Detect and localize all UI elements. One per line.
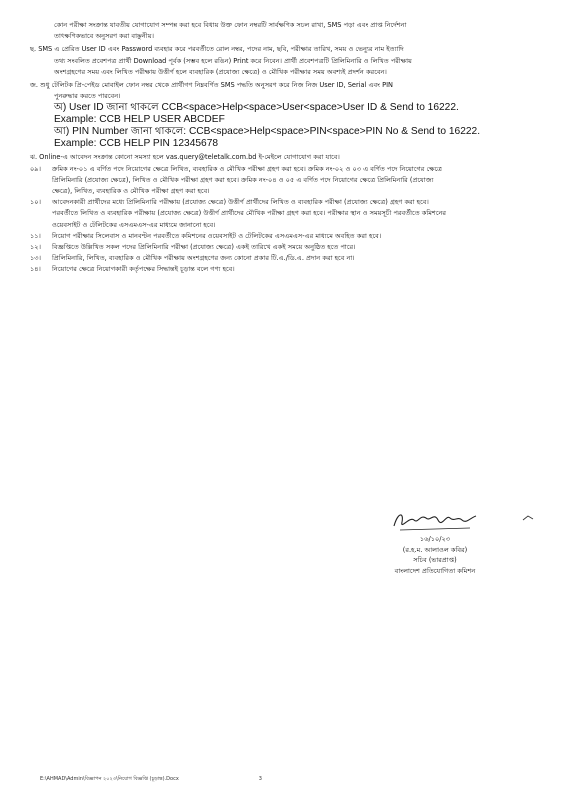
pen-mark xyxy=(522,514,534,522)
clause-number: ১৪। xyxy=(30,265,41,274)
clause-09 xyxy=(30,164,540,198)
text-line: কোন পরীক্ষা সংক্রান্ত যাবতীয় যোগাযোগ সম্পন্ন করা হবে বিধায় উক্ত ফোন নম্বরটি সার্বক্ষণিক সচল রাখা, SMS পড়া এবং প্রাপ্ত নির্দেশনা xyxy=(54,21,407,29)
text-line: ঝ. Online-এ আবেদন সংক্রান্ত কোনো সমস্যা হলে vas.query@teletalk.com.bd ই-মেইলে যোগাযোগ করা যাবে। xyxy=(30,153,340,162)
signatory-name: (র.হ.ম. আলাওল কবির) xyxy=(402,545,468,554)
text-line: ক্ষেত্রে), লিখিত, ব্যবহারিক ও মৌখিক পরীক্ষা গ্রহণ করা হবে। xyxy=(52,187,210,196)
text-line: ওয়েবসাইট ও টেলিটকের এসএমএস-এর মাধ্যমে জানানো হবে। xyxy=(52,220,216,229)
text-line: নিয়োগ পরীক্ষার সিলেবাস ও মানবণ্টন পরবর্তীতে কমিশনের ওয়েবসাইট ও টেলিটকের এসএমএস-এর মাধ্যমে অবহিত করা হবে। xyxy=(52,231,382,240)
signatory-designation: সচিব (ভারপ্রাপ্ত) xyxy=(413,556,457,564)
organization-name: বাংলাদেশ প্রতিযোগিতা কমিশন xyxy=(394,566,476,575)
clause-number: ১১। xyxy=(30,231,41,240)
text-line: তাৎক্ষণিকভাবে অনুসরণ করা বাঞ্ছনীয়। xyxy=(54,32,154,41)
text-line: নিয়োগের ক্ষেত্রে নিয়োগকারী কর্তৃপক্ষের সিদ্ধান্তই চূড়ান্ত বলে গণ্য হবে। xyxy=(52,265,235,274)
text-line: প্রিলিমিনারি, লিখিত, ব্যবহারিক ও মৌখিক পরীক্ষায় অংশগ্রহণের জন্য কোনো প্রকার টি.এ./ডি.এ. প্রদান করা হবে না। xyxy=(52,254,355,263)
text-line: পুনরুদ্ধার করতে পারবেন। xyxy=(54,92,121,101)
text-line: তথ্য সংবলিত প্রবেশপত্র প্রার্থী Download পূর্বক (সম্ভব হলে রঙিন) Print করে নিবেন। প্রার্থী প্রবেশপত্রটি প্রিলিমিনারি ও লিখিত পরীক্ষায় xyxy=(54,56,412,65)
clause-12 xyxy=(30,242,540,253)
page-footer xyxy=(40,776,520,784)
text-line: ক্রমিক নং-০১ এ বর্ণিত পদে নিয়োগের ক্ষেত্রে লিখিত, ব্যবহারিক ও মৌখিক পরীক্ষা গ্রহণ করা হবে। ক্রমিক নং-০২ ও ০৩ এ বর্ণিত পদে নিয়োগের ক্ষেত্রে xyxy=(52,164,443,173)
handwritten-signature xyxy=(390,508,480,534)
text-line: অংশগ্রহণের সময় এবং লিখিত পরীক্ষায় উত্তীর্ণ হলে ব্যবহারিক (প্রযোজ্য ক্ষেত্রে) ও মৌখিক পরীক্ষার সময় অবশ্যই প্রদর্শন করবেন। xyxy=(54,67,387,76)
text-line: বিজ্ঞপ্তিতে উল্লিখিত সকল পদের প্রিলিমিনারি পরীক্ষা (প্রযোজ্য ক্ষেত্রে) একই তারিখে একই সময়ে অনুষ্ঠিত হতে পারে। xyxy=(52,243,356,252)
text-line: ছ. SMS এ প্রেরিত User ID এবং Password ব্যবহার করে পরবর্তীতে রোল নম্বর, পদের নাম, ছবি, পরীক্ষার তারিখ, সময় ও ভেন্যুর নাম ইত্যাদি xyxy=(30,45,404,54)
clause-number: ০৯। xyxy=(30,164,41,173)
text-line: আবেদনকারী প্রার্থীদের মধ্যে প্রিলিমিনারি পরীক্ষায় (প্রযোজ্য ক্ষেত্রে) উত্তীর্ণ প্রার্থীদের লিখিত ও ব্যবহারিক পরীক্ষা (প্রযোজ্য ক্ষেত্রে) গ্রহণ করা হবে। xyxy=(52,198,429,207)
sms-example-line: Example: CCB HELP PIN 12345678 xyxy=(54,138,219,150)
page-number: 3 xyxy=(258,776,262,782)
clause-14 xyxy=(30,264,540,275)
sms-format-line: অ) User ID জানা থাকলে CCB<space>Help<space>User<space>User ID & Send to 16222. xyxy=(54,102,459,114)
document-body xyxy=(30,20,540,276)
clause-number: ১০। xyxy=(30,198,41,207)
text-line: প্রিলিমিনারি (প্রযোজ্য ক্ষেত্রে), লিখিত ও মৌখিক পরীক্ষা গ্রহণ করা হবে। ক্রমিক নং-০৪ ও ০৫ এ বর্ণিত পদে নিয়োগের ক্ষেত্রে প্রিলিমিনারি (প্রযোজ্য xyxy=(52,175,434,184)
clause-13 xyxy=(30,253,540,264)
clause-11 xyxy=(30,231,540,242)
signature-block xyxy=(370,508,500,576)
file-path: E:\AHMAD\Admin\বিজ্ঞাপন ২০২৩\নিয়োগ বিজ্ঞপ্তি (চূড়ান্ত).Docx xyxy=(40,776,179,782)
text-line: পরবর্তীতে লিখিত ও ব্যবহারিক পরীক্ষায় (প্রযোজ্য ক্ষেত্রে) উত্তীর্ণ প্রার্থীদের মৌখিক পরীক্ষা গ্রহণ করা হবে। পরীক্ষার স্থান ও সময়সূচী পরবর্তীতে কমিশনের xyxy=(52,209,447,218)
sms-format-line: আ) PIN Number জানা থাকলে: CCB<space>Help<space>PIN<space>PIN No & Send to 16222. xyxy=(54,126,481,138)
clause-number: ১২। xyxy=(30,243,41,252)
clause-number: ১৩। xyxy=(30,254,41,263)
clause-10 xyxy=(30,197,540,231)
signature-date: ১৬/১০/২৩ xyxy=(419,535,451,543)
sms-example-line: Example: CCB HELP USER ABCDEF xyxy=(54,114,225,126)
text-line: জ. শুধু টেলিটক প্রি-পেইড মোবাইল ফোন নম্বর থেকে প্রার্থীগণ নিম্নবর্ণিত SMS পদ্ধতি অনুসরণ করে নিজ নিজ User ID, Serial এবং PIN xyxy=(30,81,393,90)
